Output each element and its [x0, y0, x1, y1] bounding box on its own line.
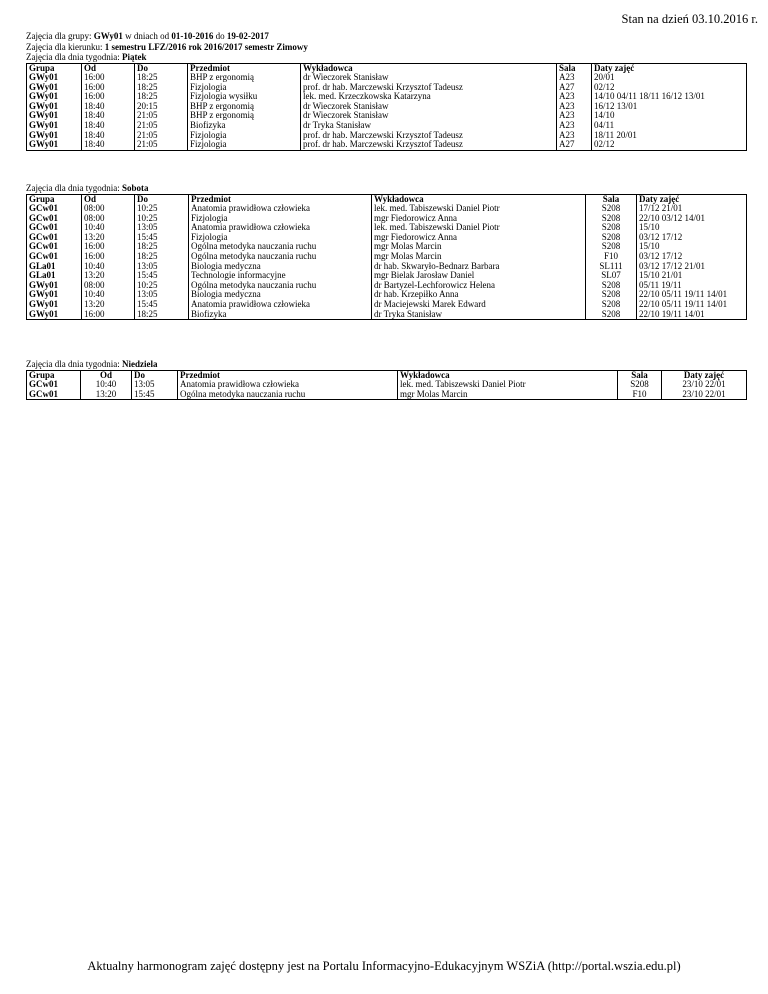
cell-grupa: GWy01 [27, 121, 82, 131]
cell-sala: S208 [586, 310, 637, 320]
cell-grupa: GWy01 [27, 92, 82, 102]
cell-grupa: GWy01 [27, 300, 82, 310]
cell-daty: 15/10 [637, 242, 747, 252]
cell-od: 18:40 [82, 140, 135, 150]
col-header-wykladowca: Wykładowca [372, 194, 586, 204]
cell-daty: 22/10 05/11 19/11 14/01 [637, 300, 747, 310]
date-to: 19-02-2017 [226, 31, 269, 41]
cell-daty: 04/11 [592, 121, 747, 131]
cell-do: 20:15 [135, 102, 188, 112]
cell-sala: S208 [586, 300, 637, 310]
cell-wykladowca: lek. med. Tabiszewski Daniel Piotr [372, 204, 586, 214]
cell-daty: 23/10 22/01 [662, 390, 747, 400]
cell-wykladowca: dr Wieczorek Stanisław [301, 111, 557, 121]
schedule-table [26, 63, 747, 151]
cell-do: 18:25 [135, 83, 188, 93]
cell-do: 21:05 [135, 131, 188, 141]
table-row [27, 233, 747, 243]
col-header-sala: Sala [618, 370, 662, 380]
cell-daty: 23/10 22/01 [662, 380, 747, 390]
footer-note: Aktualny harmonogram zajęć dostępny jest na Portalu Informacyjno-Edukacyjnym WSZiA (http://portal.wszia.edu.pl) [87, 959, 681, 973]
cell-grupa: GCw01 [27, 223, 82, 233]
cell-od: 08:00 [82, 281, 135, 291]
table-row [27, 204, 747, 214]
cell-przedmiot: Biofizyka [188, 121, 301, 131]
col-header-od: Od [82, 194, 135, 204]
cell-grupa: GCw01 [27, 252, 82, 262]
cell-sala: F10 [618, 390, 662, 400]
col-header-od: Od [82, 63, 135, 73]
table-row [27, 300, 747, 310]
cell-grupa: GCw01 [27, 380, 81, 390]
cell-grupa: GLa01 [27, 262, 82, 272]
cell-daty: 03/12 17/12 21/01 [637, 262, 747, 272]
cell-sala: S208 [586, 204, 637, 214]
cell-sala: S208 [618, 380, 662, 390]
cell-wykladowca: dr Wieczorek Stanisław [301, 102, 557, 112]
cell-przedmiot: Ogólna metodyka nauczania ruchu [189, 281, 372, 291]
cell-od: 10:40 [82, 290, 135, 300]
cell-do: 21:05 [135, 111, 188, 121]
cell-daty: 22/10 03/12 14/01 [637, 214, 747, 224]
cell-przedmiot: Fizjologia [188, 140, 301, 150]
cell-daty: 22/10 05/11 19/11 14/01 [637, 290, 747, 300]
cell-sala: A27 [557, 140, 592, 150]
cell-daty: 14/10 [592, 111, 747, 121]
cell-do: 13:05 [135, 290, 189, 300]
table-row [27, 281, 747, 291]
cell-przedmiot: Anatomia prawidłowa człowieka [178, 380, 398, 390]
cell-od: 16:00 [82, 92, 135, 102]
cell-sala: S208 [586, 281, 637, 291]
cell-do: 10:25 [135, 281, 189, 291]
cell-przedmiot: Fizjologia [188, 131, 301, 141]
cell-daty: 15/10 21/01 [637, 271, 747, 281]
cell-przedmiot: Ogólna metodyka nauczania ruchu [178, 390, 398, 400]
cell-przedmiot: Anatomia prawidłowa człowieka [189, 223, 372, 233]
col-header-grupa: Grupa [27, 370, 81, 380]
cell-od: 13:20 [82, 300, 135, 310]
cell-od: 16:00 [82, 242, 135, 252]
cell-grupa: GCw01 [27, 390, 81, 400]
cell-wykladowca: mgr Molas Marcin [398, 390, 618, 400]
cell-sala: S208 [586, 223, 637, 233]
cell-przedmiot: Ogólna metodyka nauczania ruchu [189, 242, 372, 252]
col-header-grupa: Grupa [27, 194, 82, 204]
cell-grupa: GWy01 [27, 131, 82, 141]
schedule-table [26, 370, 747, 401]
cell-wykladowca: dr hab. Krzepiłko Anna [372, 290, 586, 300]
table-row [27, 92, 747, 102]
cell-grupa: GCw01 [27, 214, 82, 224]
cell-od: 18:40 [82, 102, 135, 112]
cell-daty: 17/12 21/01 [637, 204, 747, 214]
cell-od: 18:40 [82, 131, 135, 141]
cell-wykladowca: dr hab. Skwaryło-Bednarz Barbara [372, 262, 586, 272]
cell-przedmiot: Biologia medyczna [189, 262, 372, 272]
cell-przedmiot: Biofizyka [189, 310, 372, 320]
cell-wykladowca: mgr Bielak Jarosław Daniel [372, 271, 586, 281]
course-line [26, 42, 308, 53]
table-header-row [27, 63, 747, 73]
cell-do: 13:05 [132, 380, 178, 390]
cell-od: 10:40 [82, 223, 135, 233]
day-label [26, 52, 746, 63]
cell-przedmiot: Anatomia prawidłowa człowieka [189, 204, 372, 214]
cell-przedmiot: Fizjologia [188, 83, 301, 93]
day-name: Sobota [121, 183, 149, 193]
cell-daty: 02/12 [592, 140, 747, 150]
cell-daty: 02/12 [592, 83, 747, 93]
cell-od: 08:00 [82, 214, 135, 224]
cell-sala: F10 [586, 252, 637, 262]
cell-wykladowca: dr Tryka Stanisław [301, 121, 557, 131]
cell-do: 13:05 [135, 262, 189, 272]
cell-przedmiot: BHP z ergonomią [188, 111, 301, 121]
cell-przedmiot: Biologia medyczna [189, 290, 372, 300]
day-label-prefix: Zajęcia dla dnia tygodnia: [26, 359, 122, 369]
cell-od: 10:40 [82, 262, 135, 272]
col-header-przedmiot: Przedmiot [178, 370, 398, 380]
cell-sala: A23 [557, 131, 592, 141]
cell-przedmiot: Fizjologia wysiłku [188, 92, 301, 102]
cell-sala: A23 [557, 102, 592, 112]
table-row [27, 252, 747, 262]
day-label [26, 183, 746, 194]
cell-od: 13:20 [82, 271, 135, 281]
cell-do: 21:05 [135, 140, 188, 150]
cell-sala: S208 [586, 233, 637, 243]
col-header-sala: Sala [557, 63, 592, 73]
cell-do: 15:45 [135, 233, 189, 243]
cell-grupa: GWy01 [27, 310, 82, 320]
cell-grupa: GCw01 [27, 233, 82, 243]
status-date: Stan na dzień 03.10.2016 r. [621, 12, 758, 26]
cell-przedmiot: BHP z ergonomią [188, 73, 301, 83]
cell-wykladowca: lek. med. Krzeczkowska Katarzyna [301, 92, 557, 102]
cell-daty: 16/12 13/01 [592, 102, 747, 112]
table-row [27, 121, 747, 131]
cell-grupa: GWy01 [27, 281, 82, 291]
cell-wykladowca: lek. med. Tabiszewski Daniel Piotr [398, 380, 618, 390]
day-name: Piątek [121, 52, 147, 62]
cell-grupa: GWy01 [27, 140, 82, 150]
col-header-przedmiot: Przedmiot [189, 194, 372, 204]
cell-wykladowca: mgr Molas Marcin [372, 252, 586, 262]
table-row [27, 83, 747, 93]
cell-do: 21:05 [135, 121, 188, 131]
cell-sala: S208 [586, 290, 637, 300]
table-row [27, 73, 747, 83]
cell-grupa: GCw01 [27, 204, 82, 214]
course-line-prefix: Zajęcia dla kierunku: [26, 41, 105, 52]
col-header-przedmiot: Przedmiot [188, 63, 301, 73]
col-header-wykladowca: Wykładowca [398, 370, 618, 380]
col-header-daty: Daty zajęć [592, 63, 747, 73]
cell-wykladowca: dr Maciejewski Marek Edward [372, 300, 586, 310]
cell-wykladowca: prof. dr hab. Marczewski Krzysztof Tadeusz [301, 140, 557, 150]
group-line [26, 31, 308, 42]
day-section-niedziela [26, 359, 746, 400]
cell-wykladowca: dr Bartyzel-Lechforowicz Helena [372, 281, 586, 291]
cell-do: 18:25 [135, 310, 189, 320]
cell-przedmiot: Fizjologia [189, 214, 372, 224]
cell-od: 18:40 [82, 111, 135, 121]
date-from: 01-10-2016 [171, 31, 214, 41]
table-row [27, 131, 747, 141]
cell-do: 18:25 [135, 242, 189, 252]
cell-od: 16:00 [82, 310, 135, 320]
col-header-do: Do [132, 370, 178, 380]
cell-sala: SL111 [586, 262, 637, 272]
cell-daty: 15/10 [637, 223, 747, 233]
cell-wykladowca: prof. dr hab. Marczewski Krzysztof Tadeusz [301, 131, 557, 141]
table-row [27, 290, 747, 300]
table-header-row [27, 194, 747, 204]
table-row [27, 380, 747, 390]
col-header-daty: Daty zajęć [662, 370, 747, 380]
cell-wykladowca: prof. dr hab. Marczewski Krzysztof Tadeusz [301, 83, 557, 93]
cell-do: 18:25 [135, 73, 188, 83]
cell-od: 16:00 [82, 83, 135, 93]
table-row [27, 214, 747, 224]
cell-do: 13:05 [135, 223, 189, 233]
cell-sala: S208 [586, 242, 637, 252]
cell-sala: SL07 [586, 271, 637, 281]
cell-przedmiot: Ogólna metodyka nauczania ruchu [189, 252, 372, 262]
cell-przedmiot: Anatomia prawidłowa człowieka [189, 300, 372, 310]
col-header-grupa: Grupa [27, 63, 82, 73]
cell-wykladowca: mgr Molas Marcin [372, 242, 586, 252]
cell-od: 13:20 [82, 233, 135, 243]
cell-wykladowca: lek. med. Tabiszewski Daniel Piotr [372, 223, 586, 233]
group-code: GWy01 [93, 31, 123, 41]
cell-grupa: GCw01 [27, 242, 82, 252]
group-line-to: do [213, 31, 227, 41]
cell-daty: 14/10 04/11 18/11 16/12 13/01 [592, 92, 747, 102]
table-row [27, 102, 747, 112]
cell-od: 13:20 [81, 390, 132, 400]
col-header-sala: Sala [586, 194, 637, 204]
group-line-mid: w dniach od [122, 31, 172, 41]
cell-grupa: GWy01 [27, 102, 82, 112]
table-row [27, 223, 747, 233]
table-row [27, 271, 747, 281]
cell-daty: 05/11 19/11 [637, 281, 747, 291]
col-header-wykladowca: Wykładowca [301, 63, 557, 73]
table-row [27, 242, 747, 252]
day-label-prefix: Zajęcia dla dnia tygodnia: [26, 183, 122, 193]
day-label [26, 359, 746, 370]
cell-wykladowca: mgr Fiedorowicz Anna [372, 214, 586, 224]
cell-daty: 22/10 19/11 14/01 [637, 310, 747, 320]
cell-wykladowca: dr Tryka Stanisław [372, 310, 586, 320]
cell-sala: A23 [557, 92, 592, 102]
cell-grupa: GWy01 [27, 73, 82, 83]
col-header-daty: Daty zajęć [637, 194, 747, 204]
cell-do: 18:25 [135, 92, 188, 102]
table-row [27, 262, 747, 272]
cell-daty: 20/01 [592, 73, 747, 83]
table-header-row [27, 370, 747, 380]
table-row [27, 140, 747, 150]
cell-do: 15:45 [135, 271, 189, 281]
cell-grupa: GWy01 [27, 83, 82, 93]
table-body [27, 73, 747, 150]
cell-daty: 03/12 17/12 [637, 252, 747, 262]
day-label-prefix: Zajęcia dla dnia tygodnia: [26, 52, 122, 62]
cell-przedmiot: BHP z ergonomią [188, 102, 301, 112]
cell-od: 16:00 [82, 252, 135, 262]
cell-sala: A23 [557, 111, 592, 121]
cell-daty: 03/12 17/12 [637, 233, 747, 243]
table-body [27, 204, 747, 320]
cell-wykladowca: mgr Fiedorowicz Anna [372, 233, 586, 243]
table-body [27, 380, 747, 400]
cell-przedmiot: Fizjologia [189, 233, 372, 243]
col-header-do: Do [135, 194, 189, 204]
cell-do: 10:25 [135, 204, 189, 214]
group-line-prefix: Zajęcia dla grupy: [26, 31, 94, 41]
cell-do: 15:45 [132, 390, 178, 400]
cell-sala: A27 [557, 83, 592, 93]
day-name: Niedziela [121, 359, 158, 369]
cell-daty: 18/11 20/01 [592, 131, 747, 141]
cell-do: 18:25 [135, 252, 189, 262]
cell-od: 08:00 [82, 204, 135, 214]
document-header [26, 31, 308, 52]
cell-do: 15:45 [135, 300, 189, 310]
schedule-table [26, 194, 747, 321]
cell-od: 16:00 [82, 73, 135, 83]
col-header-od: Od [81, 370, 132, 380]
table-row [27, 310, 747, 320]
cell-do: 10:25 [135, 214, 189, 224]
cell-sala: A23 [557, 121, 592, 131]
col-header-do: Do [135, 63, 188, 73]
cell-sala: S208 [586, 214, 637, 224]
cell-od: 18:40 [82, 121, 135, 131]
day-section-sobota [26, 183, 746, 320]
table-row [27, 390, 747, 400]
cell-grupa: GLa01 [27, 271, 82, 281]
cell-grupa: GWy01 [27, 290, 82, 300]
cell-przedmiot: Technologie informacyjne [189, 271, 372, 281]
day-section-piatek [26, 52, 746, 151]
cell-sala: A23 [557, 73, 592, 83]
cell-wykladowca: dr Wieczorek Stanisław [301, 73, 557, 83]
cell-od: 10:40 [81, 380, 132, 390]
cell-grupa: GWy01 [27, 111, 82, 121]
table-row [27, 111, 747, 121]
course-name: 1 semestru LFZ/2016 rok 2016/2017 semestr Zimowy [104, 41, 308, 52]
